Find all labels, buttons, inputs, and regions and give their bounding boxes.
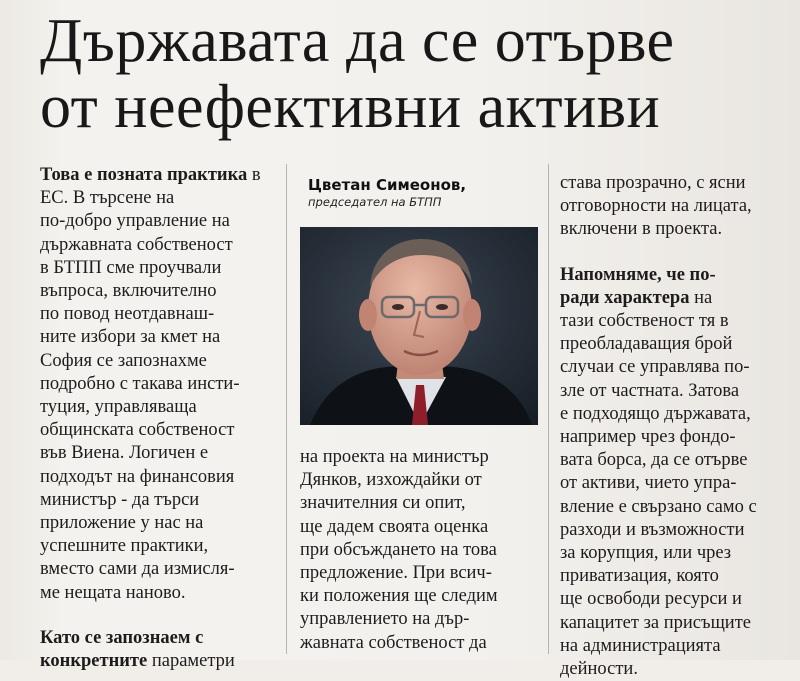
col3-line: от активи, чието упра- (560, 473, 737, 494)
col1-line: общинската собственост (40, 420, 235, 441)
col3-lead-b: ради характера (560, 287, 690, 308)
col3-line: тази собственост тя в (560, 311, 729, 332)
author-byline (308, 176, 538, 210)
col1-line: ме нещата наново. (40, 582, 186, 603)
col3-line: за корупция, или чрез (560, 543, 732, 564)
col1-line: в ЕС. В търсене на (40, 165, 261, 209)
headline-line-2: от неефективни активи (40, 73, 661, 141)
col3-line: включени в проекта. (560, 219, 723, 240)
col2-line: Дянков, изхождайки от (300, 470, 482, 491)
author-name: Цветан Симеонов, (308, 176, 467, 194)
col1-line: въпроса, включително (40, 281, 217, 302)
col1-line: държавната собственост (40, 234, 233, 255)
col3-line: например чрез фондо- (560, 427, 736, 448)
col2-line: при обсъждането на това (300, 539, 497, 560)
col2-line: жавната собственост да (300, 632, 487, 653)
headline-line-1: Държавата да се отърве (40, 7, 675, 75)
col1-line: туция, управляваща (40, 397, 197, 418)
col3-line: е подходящо държавата, (560, 403, 751, 424)
col2-line: предложение. При всич- (300, 563, 492, 584)
col2-line: ще дадем своята оценка (300, 516, 489, 537)
col1-line: във Виена. Логичен е (40, 443, 209, 464)
col1-line: вместо сами да измисля- (40, 559, 235, 580)
col3-line: разходи и възможности (560, 519, 745, 540)
col1-lead: Това е позната практика (40, 165, 248, 185)
col3-line: отговорности на лицата, (560, 196, 752, 217)
col2-paragraph (300, 446, 538, 655)
col3-line: става прозрачно, с ясни (560, 173, 746, 193)
author-role: председател на БТПП (308, 195, 442, 209)
col3-line: вата борса, да се отърве (560, 450, 748, 471)
column-rule-right (548, 164, 549, 654)
col3-line: зле от частната. Затова (560, 380, 740, 401)
col3-line: капацитет за присъщите (560, 612, 752, 633)
col3-line: ще освободи ресурси и (560, 589, 742, 610)
col3-line: приватизация, която (560, 566, 719, 587)
col1-lead-2b: конкретните (40, 651, 148, 672)
col1-paragraph-2 (40, 627, 270, 673)
col1-line: приложение у нас на (40, 513, 204, 534)
col1-paragraph-1 (40, 164, 270, 605)
col2-line: управлението на дър- (300, 609, 470, 630)
col3-line: на администрацията (560, 635, 721, 656)
col3-lead: Напомняме, че по- (560, 264, 716, 285)
col1-line: по-добро управление на (40, 211, 230, 232)
col3-line: случаи се управлява по- (560, 357, 750, 378)
col1-line: София се запознахме (40, 350, 207, 371)
col2-line: ки положения ще следим (300, 586, 498, 607)
headline (40, 8, 760, 140)
col3-paragraph-2 (560, 264, 780, 681)
col1-line: параметри (147, 651, 235, 672)
col2-line: на проекта на министър (300, 447, 489, 467)
col1-line: министър - да търси (40, 489, 200, 510)
column-rule-left (286, 164, 287, 654)
portrait-illustration (300, 227, 538, 425)
col1-line: подробно с такава инсти- (40, 373, 240, 394)
col2-line: значителния си опит, (300, 493, 466, 514)
col3-line: вление е свързано само с (560, 496, 757, 517)
col3-line: дейности. (560, 659, 638, 680)
col1-line: по повод неотдавнаш- (40, 304, 215, 325)
col1-lead-2: Като се запознаем с (40, 627, 204, 648)
col3-line: преобладаващия брой (560, 334, 733, 355)
col1-line: в БТПП сме проучвали (40, 257, 222, 278)
column-1 (40, 164, 270, 673)
col1-line: ните избори за кмет на (40, 327, 221, 348)
col1-line: успешните практики, (40, 536, 209, 557)
author-photo (300, 227, 538, 425)
column-3 (560, 172, 780, 681)
col1-line: подходът на финансовия (40, 466, 235, 487)
col3-line: на (689, 287, 713, 308)
bleed-through-text (10, 2, 14, 22)
col3-paragraph-1 (560, 172, 780, 242)
column-2 (300, 446, 538, 655)
